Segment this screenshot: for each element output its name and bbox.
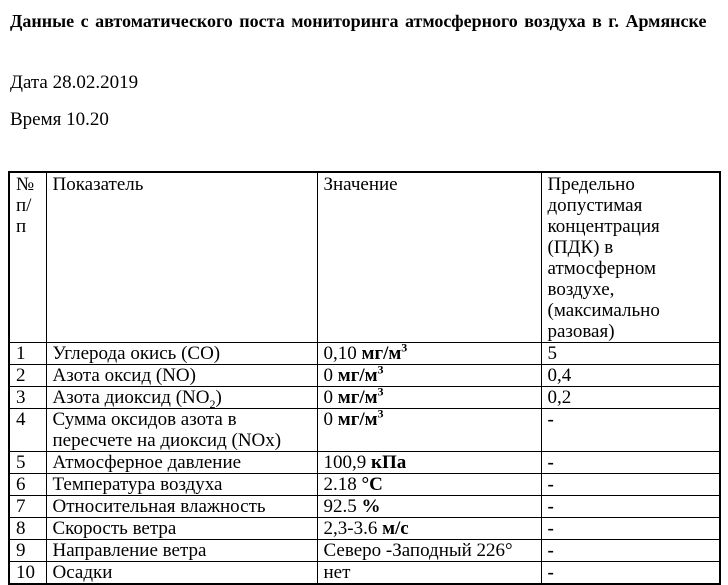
limit-cell [541, 365, 720, 387]
value-cell [317, 474, 541, 496]
value-unit: мг/м [361, 343, 402, 364]
table-row [9, 496, 720, 518]
limit-value: 5 [547, 343, 557, 364]
value-unit: мг/м [337, 365, 378, 386]
date-value: 28.02.2019 [52, 72, 139, 93]
row-number-cell: 3 [9, 387, 46, 409]
limit-value: 0,4 [547, 365, 572, 386]
indicator-text-post: ) [215, 387, 222, 408]
limit-dash: - [547, 540, 554, 561]
value-number: 0 [323, 409, 338, 430]
row-number-cell: 1 [9, 343, 46, 365]
row-number-cell: 5 [9, 452, 46, 474]
value-number: 100,9 [323, 452, 371, 473]
value-superscript: 3 [377, 386, 384, 399]
value-cell [317, 496, 541, 518]
value-number: 0 [323, 365, 338, 386]
limit-value: 0,2 [547, 387, 572, 408]
value-number: 2.18 [323, 474, 362, 495]
table-row [9, 365, 720, 387]
row-number-cell: 7 [9, 496, 46, 518]
date-label: Дата [10, 72, 48, 93]
value-cell [317, 365, 541, 387]
row-number-cell: 8 [9, 518, 46, 540]
limit-cell [541, 496, 720, 518]
header-limit: Предельно допустимая концентрация (ПДК) в атмосферном воздухе, (максимально разовая) [541, 172, 720, 343]
limit-cell [541, 387, 720, 409]
table-row [9, 452, 720, 474]
value-cell [317, 343, 541, 365]
value-superscript: 3 [377, 364, 384, 377]
value-unit: мг/м [337, 387, 378, 408]
limit-dash: - [547, 562, 554, 583]
row-number-cell: 4 [9, 409, 46, 452]
row-number-cell: 6 [9, 474, 46, 496]
indicator-text: Сумма оксидов азота в пересчете на диоксид (NOx) [52, 409, 282, 451]
table-row [9, 474, 720, 496]
indicator-text: Относительная влажность [52, 496, 266, 517]
indicator-cell [46, 343, 317, 365]
indicator-text: Температура воздуха [52, 474, 223, 495]
table-row [9, 562, 720, 585]
indicator-text: Углерода окись (CO) [52, 343, 221, 364]
table-row [9, 387, 720, 409]
value-cell [317, 387, 541, 409]
limit-dash: - [547, 409, 554, 430]
row-number-cell: 2 [9, 365, 46, 387]
value-number: 0 [323, 387, 338, 408]
page-title: Данные с автоматического поста мониторинга атмосферного воздуха в г. Армянске [10, 11, 707, 31]
value-number: 92.5 [323, 496, 362, 517]
indicator-text: Скорость ветра [52, 518, 177, 539]
indicator-cell [46, 518, 317, 540]
time-label: Время [10, 109, 62, 130]
limit-cell [541, 540, 720, 562]
indicator-cell [46, 365, 317, 387]
time-line [10, 109, 728, 130]
header-indicator: Показатель [46, 172, 317, 343]
indicator-cell [46, 474, 317, 496]
limit-cell [541, 474, 720, 496]
limit-cell [541, 409, 720, 452]
indicator-text: Азота оксид (NO) [52, 365, 196, 386]
value-number: 0,10 [323, 343, 362, 364]
value-unit: кПа [371, 452, 407, 473]
indicator-cell [46, 562, 317, 585]
table-row [9, 540, 720, 562]
indicator-cell [46, 540, 317, 562]
indicator-text: Направление ветра [52, 540, 207, 561]
value-cell [317, 409, 541, 452]
table-header-row [9, 172, 720, 343]
indicator-cell [46, 387, 317, 409]
indicator-text: Азота диоксид (NO [52, 387, 210, 408]
value-superscript: 3 [377, 408, 384, 421]
value-cell [317, 562, 541, 585]
value-unit: % [361, 496, 381, 517]
limit-cell [541, 452, 720, 474]
table-row [9, 343, 720, 365]
limit-cell [541, 343, 720, 365]
limit-dash: - [547, 452, 554, 473]
table-row [9, 409, 720, 452]
value-number: нет [323, 562, 351, 583]
limit-dash: - [547, 474, 554, 495]
row-number-cell: 9 [9, 540, 46, 562]
value-cell [317, 452, 541, 474]
limit-dash: - [547, 496, 554, 517]
limit-cell [541, 518, 720, 540]
indicator-cell [46, 409, 317, 452]
indicator-text: Атмосферное давление [52, 452, 242, 473]
value-unit: м/с [382, 518, 409, 539]
indicator-cell [46, 452, 317, 474]
limit-dash: - [547, 518, 554, 539]
date-line [10, 72, 728, 93]
indicator-text: Осадки [52, 562, 113, 583]
value-unit: °C [361, 474, 383, 495]
row-number-cell: 10 [9, 562, 46, 585]
value-number: Северо -Заподный 226° [323, 540, 513, 561]
indicator-cell [46, 496, 317, 518]
table-row [9, 518, 720, 540]
header-num: № п/п [9, 172, 46, 343]
time-value: 10.20 [66, 109, 109, 130]
value-cell [317, 540, 541, 562]
header-value: Значение [317, 172, 541, 343]
value-unit: мг/м [337, 409, 378, 430]
monitoring-table [8, 171, 721, 585]
value-superscript: 3 [401, 342, 408, 355]
value-number: 2,3-3.6 [323, 518, 383, 539]
value-cell [317, 518, 541, 540]
indicator-subscript: 2 [209, 396, 216, 409]
limit-cell [541, 562, 720, 585]
